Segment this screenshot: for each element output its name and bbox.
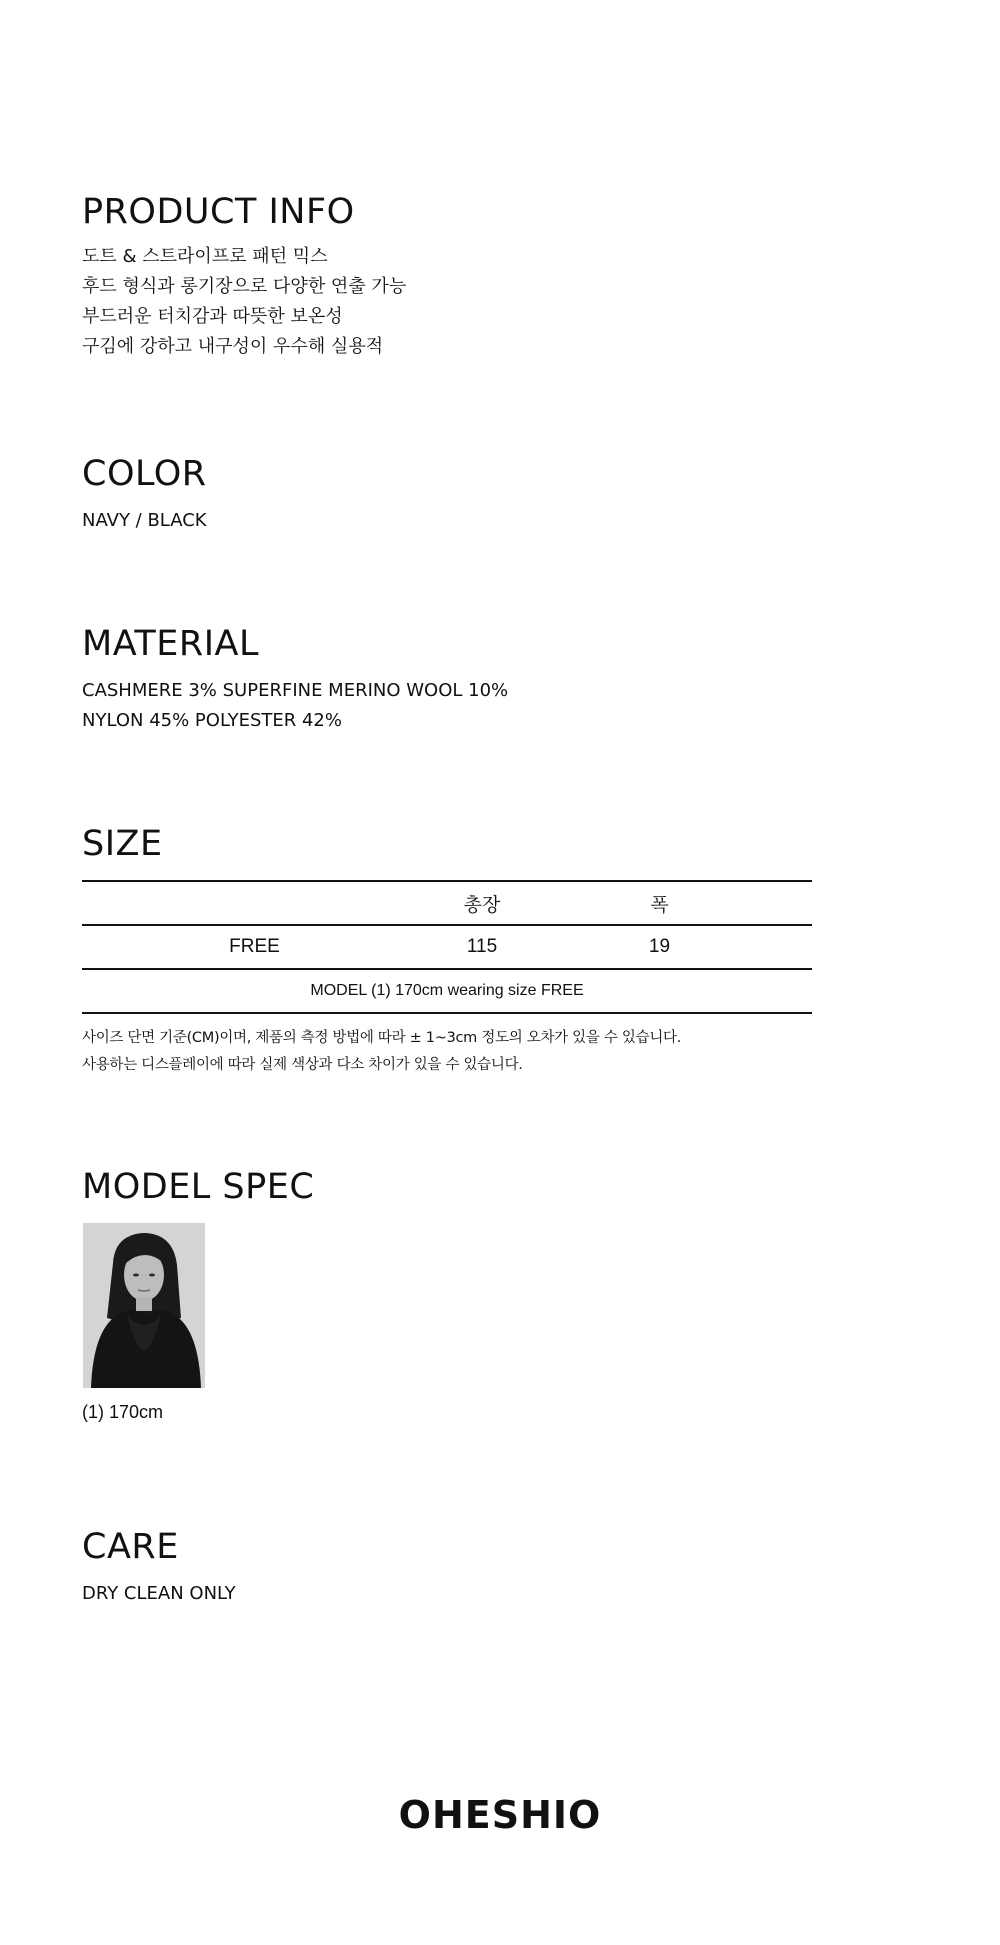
model-photo bbox=[83, 1223, 205, 1388]
material-section bbox=[82, 622, 508, 736]
product-info-line: 부드러운 터치감과 따뜻한 보온성 bbox=[82, 306, 343, 327]
size-table-model-row bbox=[82, 969, 812, 1013]
care-heading: CARE bbox=[82, 1527, 179, 1567]
model-spec-heading: MODEL SPEC bbox=[82, 1167, 315, 1207]
size-table bbox=[82, 880, 812, 1014]
size-table-spacer-cell bbox=[782, 925, 812, 969]
care-section bbox=[82, 1525, 236, 1609]
color-value: NAVY / BLACK bbox=[82, 510, 207, 531]
product-info-line: 후드 형식과 롱기장으로 다양한 연출 가능 bbox=[82, 276, 407, 297]
size-table-row bbox=[82, 925, 812, 969]
model-spec-section bbox=[82, 1165, 314, 1209]
color-heading: COLOR bbox=[82, 454, 207, 494]
size-table-header-cell bbox=[82, 881, 427, 925]
product-info-list bbox=[82, 242, 406, 362]
size-heading: SIZE bbox=[82, 824, 163, 864]
size-table-cell-length: 115 bbox=[466, 936, 498, 957]
material-list bbox=[82, 676, 508, 736]
material-heading: MATERIAL bbox=[82, 624, 260, 664]
size-table-cell-width: 19 bbox=[648, 936, 671, 957]
product-info-line: 도트 & 스트라이프로 패턴 믹스 bbox=[82, 246, 328, 267]
care-value: DRY CLEAN ONLY bbox=[82, 1583, 236, 1604]
model-photo-image bbox=[83, 1223, 205, 1388]
size-note-line: 사용하는 디스플레이에 따라 실제 색상과 다소 차이가 있을 수 있습니다. bbox=[82, 1057, 523, 1073]
model-caption: (1) 170cm bbox=[82, 1402, 164, 1422]
material-line: NYLON 45% POLYESTER 42% bbox=[82, 710, 342, 731]
color-section bbox=[82, 452, 207, 536]
size-table-model-note: MODEL (1) 170cm wearing size FREE bbox=[310, 982, 584, 999]
product-info-heading: PRODUCT INFO bbox=[82, 192, 355, 232]
size-table-spacer-cell bbox=[782, 881, 812, 925]
product-info-section bbox=[82, 190, 406, 362]
size-table-header-row bbox=[82, 881, 812, 925]
size-table-header-cell: 폭 bbox=[650, 894, 669, 916]
material-line: CASHMERE 3% SUPERFINE MERINO WOOL 10% bbox=[82, 680, 509, 701]
brand-logo: OHESHIO bbox=[398, 1793, 602, 1837]
size-table-cell-size: FREE bbox=[229, 936, 280, 957]
size-note-line: 사이즈 단면 기준(CM)이며, 제품의 측정 방법에 따라 ± 1~3cm 정도의 오차가 있을 수 있습니다. bbox=[82, 1030, 682, 1046]
size-notes bbox=[82, 1025, 681, 1079]
product-info-line: 구김에 강하고 내구성이 우수해 실용적 bbox=[82, 336, 384, 357]
size-table-header-cell: 총장 bbox=[463, 894, 501, 916]
size-section bbox=[82, 822, 163, 866]
